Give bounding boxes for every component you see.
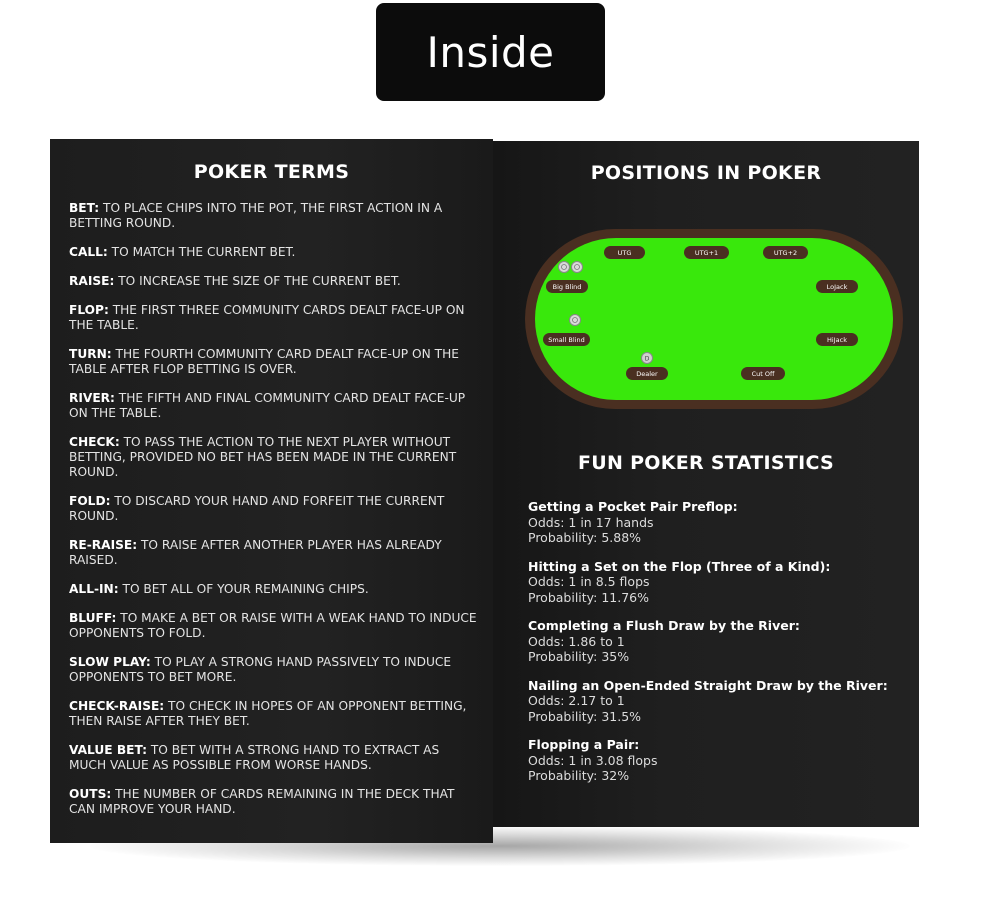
term-label: BET: (69, 201, 100, 215)
positions-title: POSITIONS IN POKER (590, 162, 822, 184)
term-label: SLOW PLAY: (69, 655, 151, 669)
term-definition: TO BET WITH A STRONG HAND TO EXTRACT AS MUCH VALUE AS POSSIBLE FROM WORSE HANDS. (69, 743, 440, 772)
term-label: VALUE BET: (69, 743, 147, 757)
term-item (69, 391, 479, 421)
term-label: ALL-IN: (69, 582, 119, 596)
seat-small-blind (543, 333, 590, 346)
term-item (69, 699, 479, 729)
seat-small-blind-label: Small Blind (548, 336, 585, 344)
poker-table-svg (523, 227, 905, 411)
stat-odds: Odds: 1 in 8.5 flops (528, 574, 650, 589)
term-item (69, 303, 479, 333)
term-label: FOLD: (69, 494, 111, 508)
term-item (69, 347, 479, 377)
term-definition: THE FOURTH COMMUNITY CARD DEALT FACE-UP ON THE TABLE AFTER FLOP BETTING IS OVER. (69, 347, 459, 376)
seat-cutoff (741, 367, 785, 380)
term-label: CALL: (69, 245, 108, 259)
term-item (69, 787, 479, 817)
term-item (69, 611, 479, 641)
term-label: RIVER: (69, 391, 115, 405)
term-label: TURN: (69, 347, 112, 361)
seat-utg1-label: UTG+1 (694, 249, 719, 257)
positions-page (493, 141, 919, 827)
inside-badge (376, 3, 605, 101)
term-item (69, 743, 479, 773)
term-definition: THE FIRST THREE COMMUNITY CARDS DEALT FACE-UP ON THE TABLE. (69, 303, 465, 332)
term-definition: TO DISCARD YOUR HAND AND FORFEIT THE CURRENT ROUND. (69, 494, 445, 523)
dealer-button-label: D (644, 355, 650, 363)
seat-big-blind-label: Big Blind (552, 283, 582, 291)
term-item (69, 245, 479, 260)
seat-lojack-label: LoJack (826, 283, 848, 291)
stat-item (528, 678, 908, 725)
stat-probability: Probability: 31.5% (528, 708, 642, 724)
seat-dealer-label: Dealer (636, 370, 658, 378)
term-label: RE-RAISE: (69, 538, 138, 552)
term-item (69, 494, 479, 524)
table-felt (535, 238, 893, 400)
term-definition: TO PLAY A STRONG HAND PASSIVELY TO INDUCE OPPONENTS TO BET MORE. (69, 655, 452, 684)
stat-odds: Odds: 1 in 3.08 flops (528, 752, 658, 768)
stat-odds: Odds: 2.17 to 1 (528, 693, 625, 708)
seat-utg2 (763, 246, 808, 259)
stats-list (528, 499, 908, 797)
term-item (69, 655, 479, 685)
stat-heading: Nailing an Open-Ended Straight Draw by the River: (528, 677, 888, 693)
stat-item (528, 618, 908, 665)
term-label: BLUFF: (69, 611, 117, 625)
term-label: RAISE: (69, 274, 115, 288)
inside-label: Inside (426, 27, 555, 77)
seat-utg (604, 246, 645, 259)
stat-probability: Probability: 5.88% (528, 530, 642, 545)
term-definition: TO PLACE CHIPS INTO THE POT, THE FIRST ACTION IN A BETTING ROUND. (69, 201, 443, 230)
term-definition: TO MATCH THE CURRENT BET. (107, 245, 296, 259)
seat-hijack-label: HiJack (827, 336, 847, 344)
stat-heading: Flopping a Pair: (528, 737, 640, 752)
term-definition: TO INCREASE THE SIZE OF THE CURRENT BET. (114, 274, 401, 288)
dealer-button (642, 353, 653, 364)
stat-item (528, 559, 908, 606)
stat-heading: Completing a Flush Draw by the River: (528, 618, 800, 633)
term-definition: TO BET ALL OF YOUR REMAINING CHIPS. (118, 582, 369, 596)
stat-odds: Odds: 1.86 to 1 (528, 633, 625, 649)
term-item (69, 582, 479, 597)
seat-utg1 (684, 246, 729, 259)
stat-item (528, 499, 908, 546)
term-item (69, 435, 479, 480)
seat-dealer (626, 367, 668, 380)
seat-big-blind (546, 280, 588, 293)
stat-probability: Probability: 11.76% (528, 589, 650, 605)
stat-probability: Probability: 32% (528, 768, 630, 783)
term-label: CHECK-RAISE: (69, 699, 165, 713)
stat-heading: Getting a Pocket Pair Preflop: (528, 499, 738, 514)
term-definition: TO PASS THE ACTION TO THE NEXT PLAYER WITHOUT BETTING, PROVIDED NO BET HAS BEEN MADE IN THE CURRENT ROUND. (69, 435, 457, 479)
poker-table-diagram (523, 227, 905, 411)
small-blind-chip (570, 315, 581, 326)
seat-cutoff-label: Cut Off (751, 370, 775, 378)
term-definition: TO MAKE A BET OR RAISE WITH A WEAK HAND TO INDUCE OPPONENTS TO FOLD. (69, 611, 477, 640)
term-item (69, 538, 479, 568)
term-label: OUTS: (69, 787, 112, 801)
seat-utg2-label: UTG+2 (773, 249, 798, 257)
term-definition: TO CHECK IN HOPES OF AN OPPONENT BETTING, THEN RAISE AFTER THEY BET. (69, 699, 467, 728)
stats-title: FUN POKER STATISTICS (577, 452, 835, 474)
term-definition: TO RAISE AFTER ANOTHER PLAYER HAS ALREADY RAISED. (69, 538, 442, 567)
stat-odds: Odds: 1 in 17 hands (528, 514, 654, 530)
term-label: CHECK: (69, 435, 120, 449)
poker-terms-page (50, 139, 493, 843)
term-item (69, 201, 479, 231)
stat-heading: Hitting a Set on the Flop (Three of a Kind): (528, 558, 831, 574)
seat-utg-label: UTG (617, 249, 632, 257)
seat-hijack (816, 333, 858, 346)
stat-item (528, 737, 908, 784)
stat-probability: Probability: 35% (528, 649, 630, 664)
term-item (69, 274, 479, 289)
term-definition: THE FIFTH AND FINAL COMMUNITY CARD DEALT FACE-UP ON THE TABLE. (69, 391, 466, 420)
terms-list (69, 201, 479, 831)
term-label: FLOP: (69, 303, 109, 317)
seat-lojack (816, 280, 858, 293)
term-definition: THE NUMBER OF CARDS REMAINING IN THE DECK THAT CAN IMPROVE YOUR HAND. (69, 787, 455, 816)
poker-terms-title: POKER TERMS (193, 161, 350, 183)
